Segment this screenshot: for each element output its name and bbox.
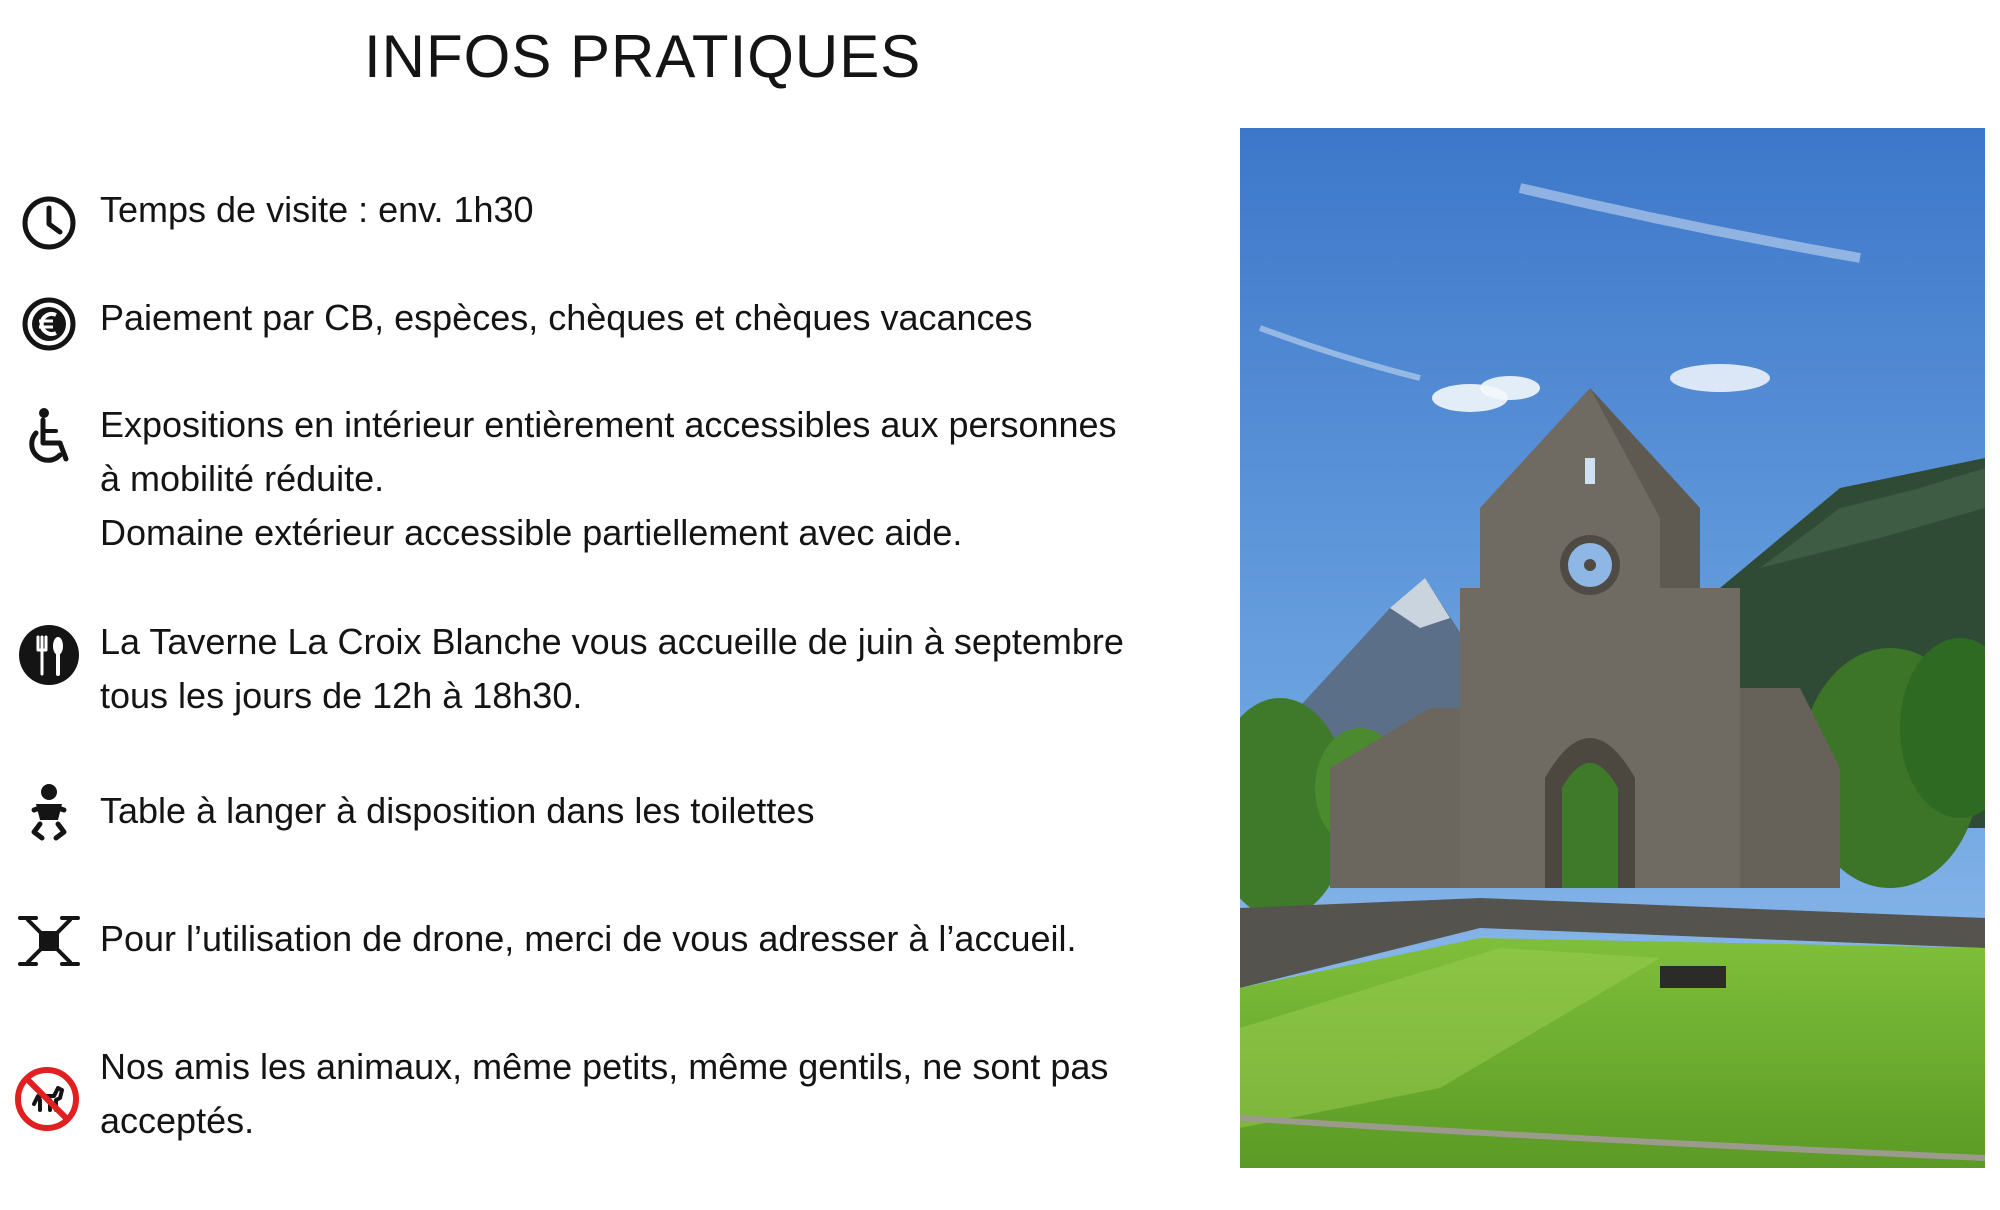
info-line: Domaine extérieur accessible partiellement avec aide. xyxy=(100,512,963,553)
info-item-accessibility xyxy=(0,398,1240,568)
info-line: Expositions en intérieur entièrement accessibles aux personnes xyxy=(100,404,1117,445)
info-line: tous les jours de 12h à 18h30. xyxy=(100,675,583,716)
info-line: Paiement par CB, espèces, chèques et chèques vacances xyxy=(100,297,1033,338)
info-text xyxy=(100,183,1240,237)
baby-icon xyxy=(16,780,82,846)
no-animals-icon xyxy=(14,1066,80,1132)
info-item-drone xyxy=(0,912,1240,1052)
info-text xyxy=(100,398,1240,560)
page-title: INFOS PRATIQUES xyxy=(364,23,922,90)
info-line: Nos amis les animaux, même petits, même gentils, ne sont pas xyxy=(100,1046,1109,1087)
info-line: acceptés. xyxy=(100,1100,255,1141)
drone-icon xyxy=(16,908,82,974)
info-line: à mobilité réduite. xyxy=(100,458,385,499)
info-line: Table à langer à disposition dans les toilettes xyxy=(100,790,815,831)
euro-icon xyxy=(16,291,82,357)
wheelchair-icon xyxy=(16,405,82,471)
restaurant-icon xyxy=(16,622,82,688)
info-line: La Taverne La Croix Blanche vous accueille de juin à septembre xyxy=(100,621,1124,662)
info-line: Temps de visite : env. 1h30 xyxy=(100,189,534,230)
info-text xyxy=(100,784,1240,838)
info-item-no-animals xyxy=(0,1040,1240,1180)
info-text xyxy=(100,291,1240,345)
info-item-baby-changing xyxy=(0,784,1240,924)
info-item-restaurant xyxy=(0,615,1240,755)
info-line: Pour l’utilisation de drone, merci de vous adresser à l’accueil. xyxy=(100,918,1077,959)
abbey-ruins-photo xyxy=(1240,128,1985,1168)
info-text xyxy=(100,1040,1240,1148)
clock-icon xyxy=(16,190,82,256)
info-text xyxy=(100,912,1240,966)
info-text xyxy=(100,615,1240,723)
